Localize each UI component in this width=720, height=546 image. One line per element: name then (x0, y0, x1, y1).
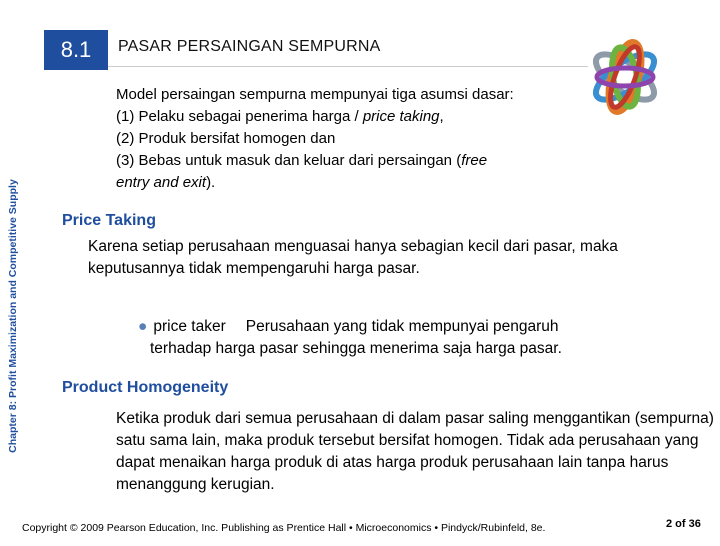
product-homogeneity-paragraph: Ketika produk dari semua perusahaan di dalam pasar saling menggantikan (sempurna) satu sama lain, maka produk tersebut bersifat homogen. Tidak ada perusahaan yang dapat menaikan harga produk di atas harga produk perusahaan lain tanpa harus menanggung kerugian. (116, 410, 714, 493)
intro-line-4: (3) Bebas untuk masuk dan keluar dari persaingan (free (116, 152, 488, 169)
price-taking-heading: Price Taking (62, 212, 156, 229)
title-divider (108, 66, 588, 67)
price-taker-term: price taker (153, 318, 226, 335)
intro-line-2: (1) Pelaku sebagai penerima harga / price taking, (116, 108, 444, 125)
intro-line-3: (2) Produk bersifat homogen dan (116, 130, 336, 147)
section-number-box (44, 30, 108, 70)
page-number: 2 of 36 (666, 518, 701, 530)
copyright-footer: Copyright © 2009 Pearson Education, Inc. Publishing as Prentice Hall • Microeconomics • Pindyck/Rubinfeld, 8e. (22, 522, 546, 534)
price-taker-bullet (138, 316, 658, 338)
intro-line-5: entry and exit). (116, 174, 216, 191)
price-taker-definition-1: Perusahaan yang tidak mempunyai pengaruh (245, 318, 559, 335)
price-taking-paragraph: Karena setiap perusahaan menguasai hanya sebagian kecil dari pasar, maka keputusannya tidak mempengaruhi harga pasar. (88, 238, 618, 277)
section-number: 8.1 (60, 37, 92, 62)
bullet-dot-icon: ● (138, 318, 148, 335)
product-homogeneity-heading: Product Homogeneity (62, 379, 229, 396)
price-taker-definition-2: terhadap harga pasar sehingga menerima saja harga pasar. (150, 340, 562, 357)
slide-title: PASAR PERSAINGAN SEMPURNA (118, 38, 381, 55)
chapter-label-text: Chapter 8: Profit Maximization and Competitive Supply (7, 179, 19, 453)
intro-text (116, 84, 596, 194)
chapter-side-label (8, 0, 22, 540)
intro-line-1: Model persaingan sempurna mempunyai tiga asumsi dasar: (116, 86, 514, 103)
